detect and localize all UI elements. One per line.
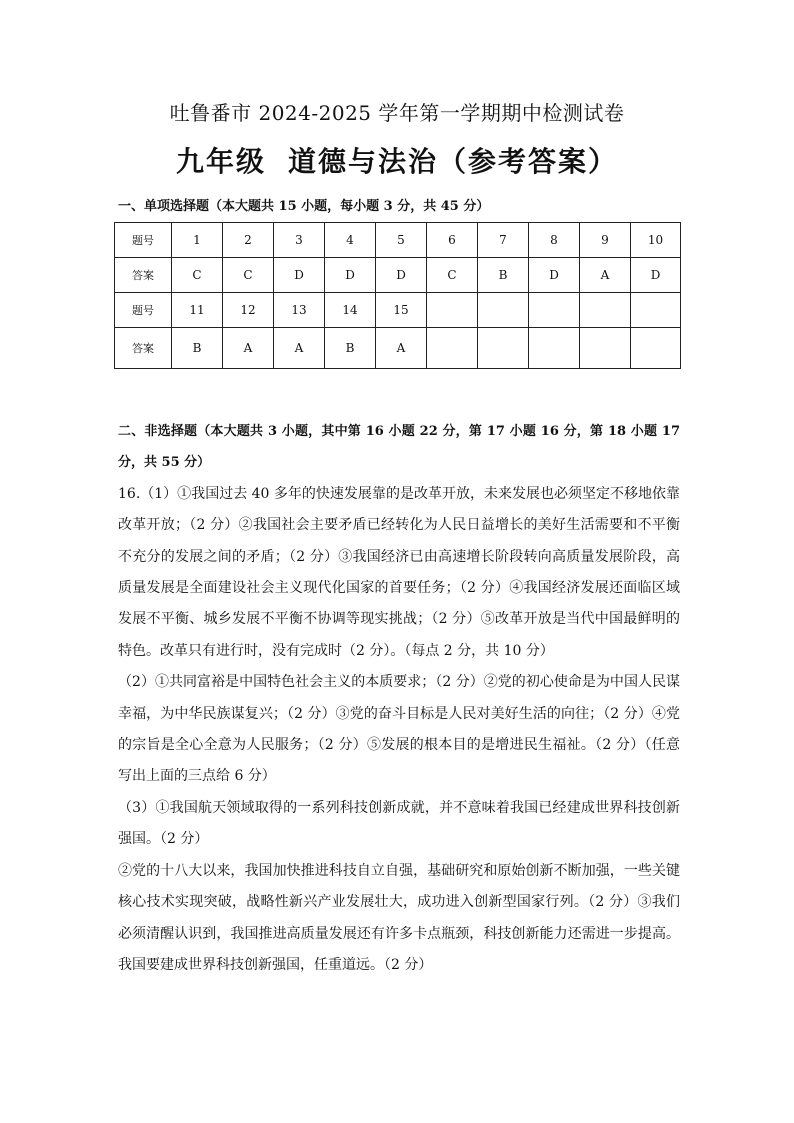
exam-title: 吐鲁番市 2024-2025 学年第一学期期中检测试卷 (169, 101, 625, 125)
question-number: 7 (478, 223, 529, 258)
question-number (529, 293, 580, 328)
answer-cell: D (274, 258, 325, 293)
answer-cell: B (325, 328, 376, 369)
row-label-answer: 答案 (115, 258, 172, 293)
answer-16-3-part2: ②党的十八大以来，我国加快推进科技自立自强，基础研究和原始创新不断加强，一些关键核心技术实现突破，战略性新兴产业发展壮大，成功进入创新型国家行列。（2 分）③我们必须清醒认识到，我国推进高质量发展还有许多卡点瓶颈，科技创新能力还需进一步提高。我国要建成世界科技创新强国，任重道远。（2 分） (118, 862, 680, 973)
question-number (580, 293, 631, 328)
answer-cell (580, 328, 631, 369)
table-row-answers-2 (115, 328, 681, 369)
answer-cell: C (172, 258, 223, 293)
table-row-numbers-1 (115, 223, 681, 258)
question-number: 15 (376, 293, 427, 328)
answer-cell: B (478, 258, 529, 293)
question-number: 5 (376, 223, 427, 258)
question-number (478, 293, 529, 328)
answer-cell (529, 328, 580, 369)
grade-label: 九年级 (175, 145, 266, 178)
question-number: 13 (274, 293, 325, 328)
question-number: 10 (631, 223, 681, 258)
answer-cell: C (223, 258, 274, 293)
answer-16-2: （2）①共同富裕是中国特色社会主义的本质要求；（2 分）②党的初心使命是为中国人民谋幸福，为中华民族谋复兴；（2 分）③党的奋斗目标是人民对美好生活的向往；（2 分）④党的宗旨是全心全意为人民服务；（2 分）⑤发展的根本目的是增进民生福祉。（2 分）（任意写出上面的三点给 6 分） (118, 674, 680, 785)
answer-16-3-part1: （3）①我国航天领域取得的一系列科技创新成就，并不意味着我国已经建成世界科技创新强国。（2 分） (118, 799, 680, 848)
answer-cell: D (376, 258, 427, 293)
question-number: 14 (325, 293, 376, 328)
question-number: 1 (172, 223, 223, 258)
table-row-answers-1 (115, 258, 681, 293)
answer-cell: A (223, 328, 274, 369)
answer-cell (478, 328, 529, 369)
answer-table (114, 222, 681, 369)
question-number: 8 (529, 223, 580, 258)
answer-cell: B (172, 328, 223, 369)
section2-body (118, 416, 680, 981)
question-number: 3 (274, 223, 325, 258)
question-number: 11 (172, 293, 223, 328)
question-number: 2 (223, 223, 274, 258)
section2-heading: 二、非选择题（本大题共 3 小题，其中第 16 小题 22 分，第 17 小题 16 分，第 18 小题 17 分，共 55 分） (118, 424, 680, 471)
answer-cell: D (631, 258, 681, 293)
question-number (631, 293, 681, 328)
question-number: 9 (580, 223, 631, 258)
question-number: 6 (427, 223, 478, 258)
answer-cell: A (274, 328, 325, 369)
answer-cell: A (376, 328, 427, 369)
row-label-number: 题号 (115, 293, 172, 328)
answer-cell: D (325, 258, 376, 293)
answer-cell (427, 328, 478, 369)
answer-cell: D (529, 258, 580, 293)
subject-label: 道德与法治（参考答案） (288, 145, 619, 178)
question-number (427, 293, 478, 328)
question-number: 12 (223, 293, 274, 328)
answer-cell (631, 328, 681, 369)
question-number: 4 (325, 223, 376, 258)
exam-subtitle (0, 140, 794, 180)
answer-cell: C (427, 258, 478, 293)
table-row-numbers-2 (115, 293, 681, 328)
answer-16-1: 16.（1）①我国过去 40 多年的快速发展靠的是改革开放，未来发展也必须坚定不移地依靠改革开放；（2 分）②我国社会主要矛盾已经转化为人民日益增长的美好生活需要和不平衡不充分的发展之间的矛盾；（2 分）③我国经济已由高速增长阶段转向高质量发展阶段，高质量发展是全面建设社会主义现代化国家的首要任务；（2 分）④我国经济发展还面临区域发展不平衡、城乡发展不平衡不协调等现实挑战；（2 分）⑤改革开放是当代中国最鲜明的特色。改革只有进行时，没有完成时（2 分）。（每点 2 分，共 10 分） (118, 485, 680, 659)
section1-heading: 一、单项选择题（本大题共 15 小题，每小题 3 分，共 45 分） (118, 199, 490, 214)
answer-cell: A (580, 258, 631, 293)
row-label-number: 题号 (115, 223, 172, 258)
row-label-answer: 答案 (115, 328, 172, 369)
